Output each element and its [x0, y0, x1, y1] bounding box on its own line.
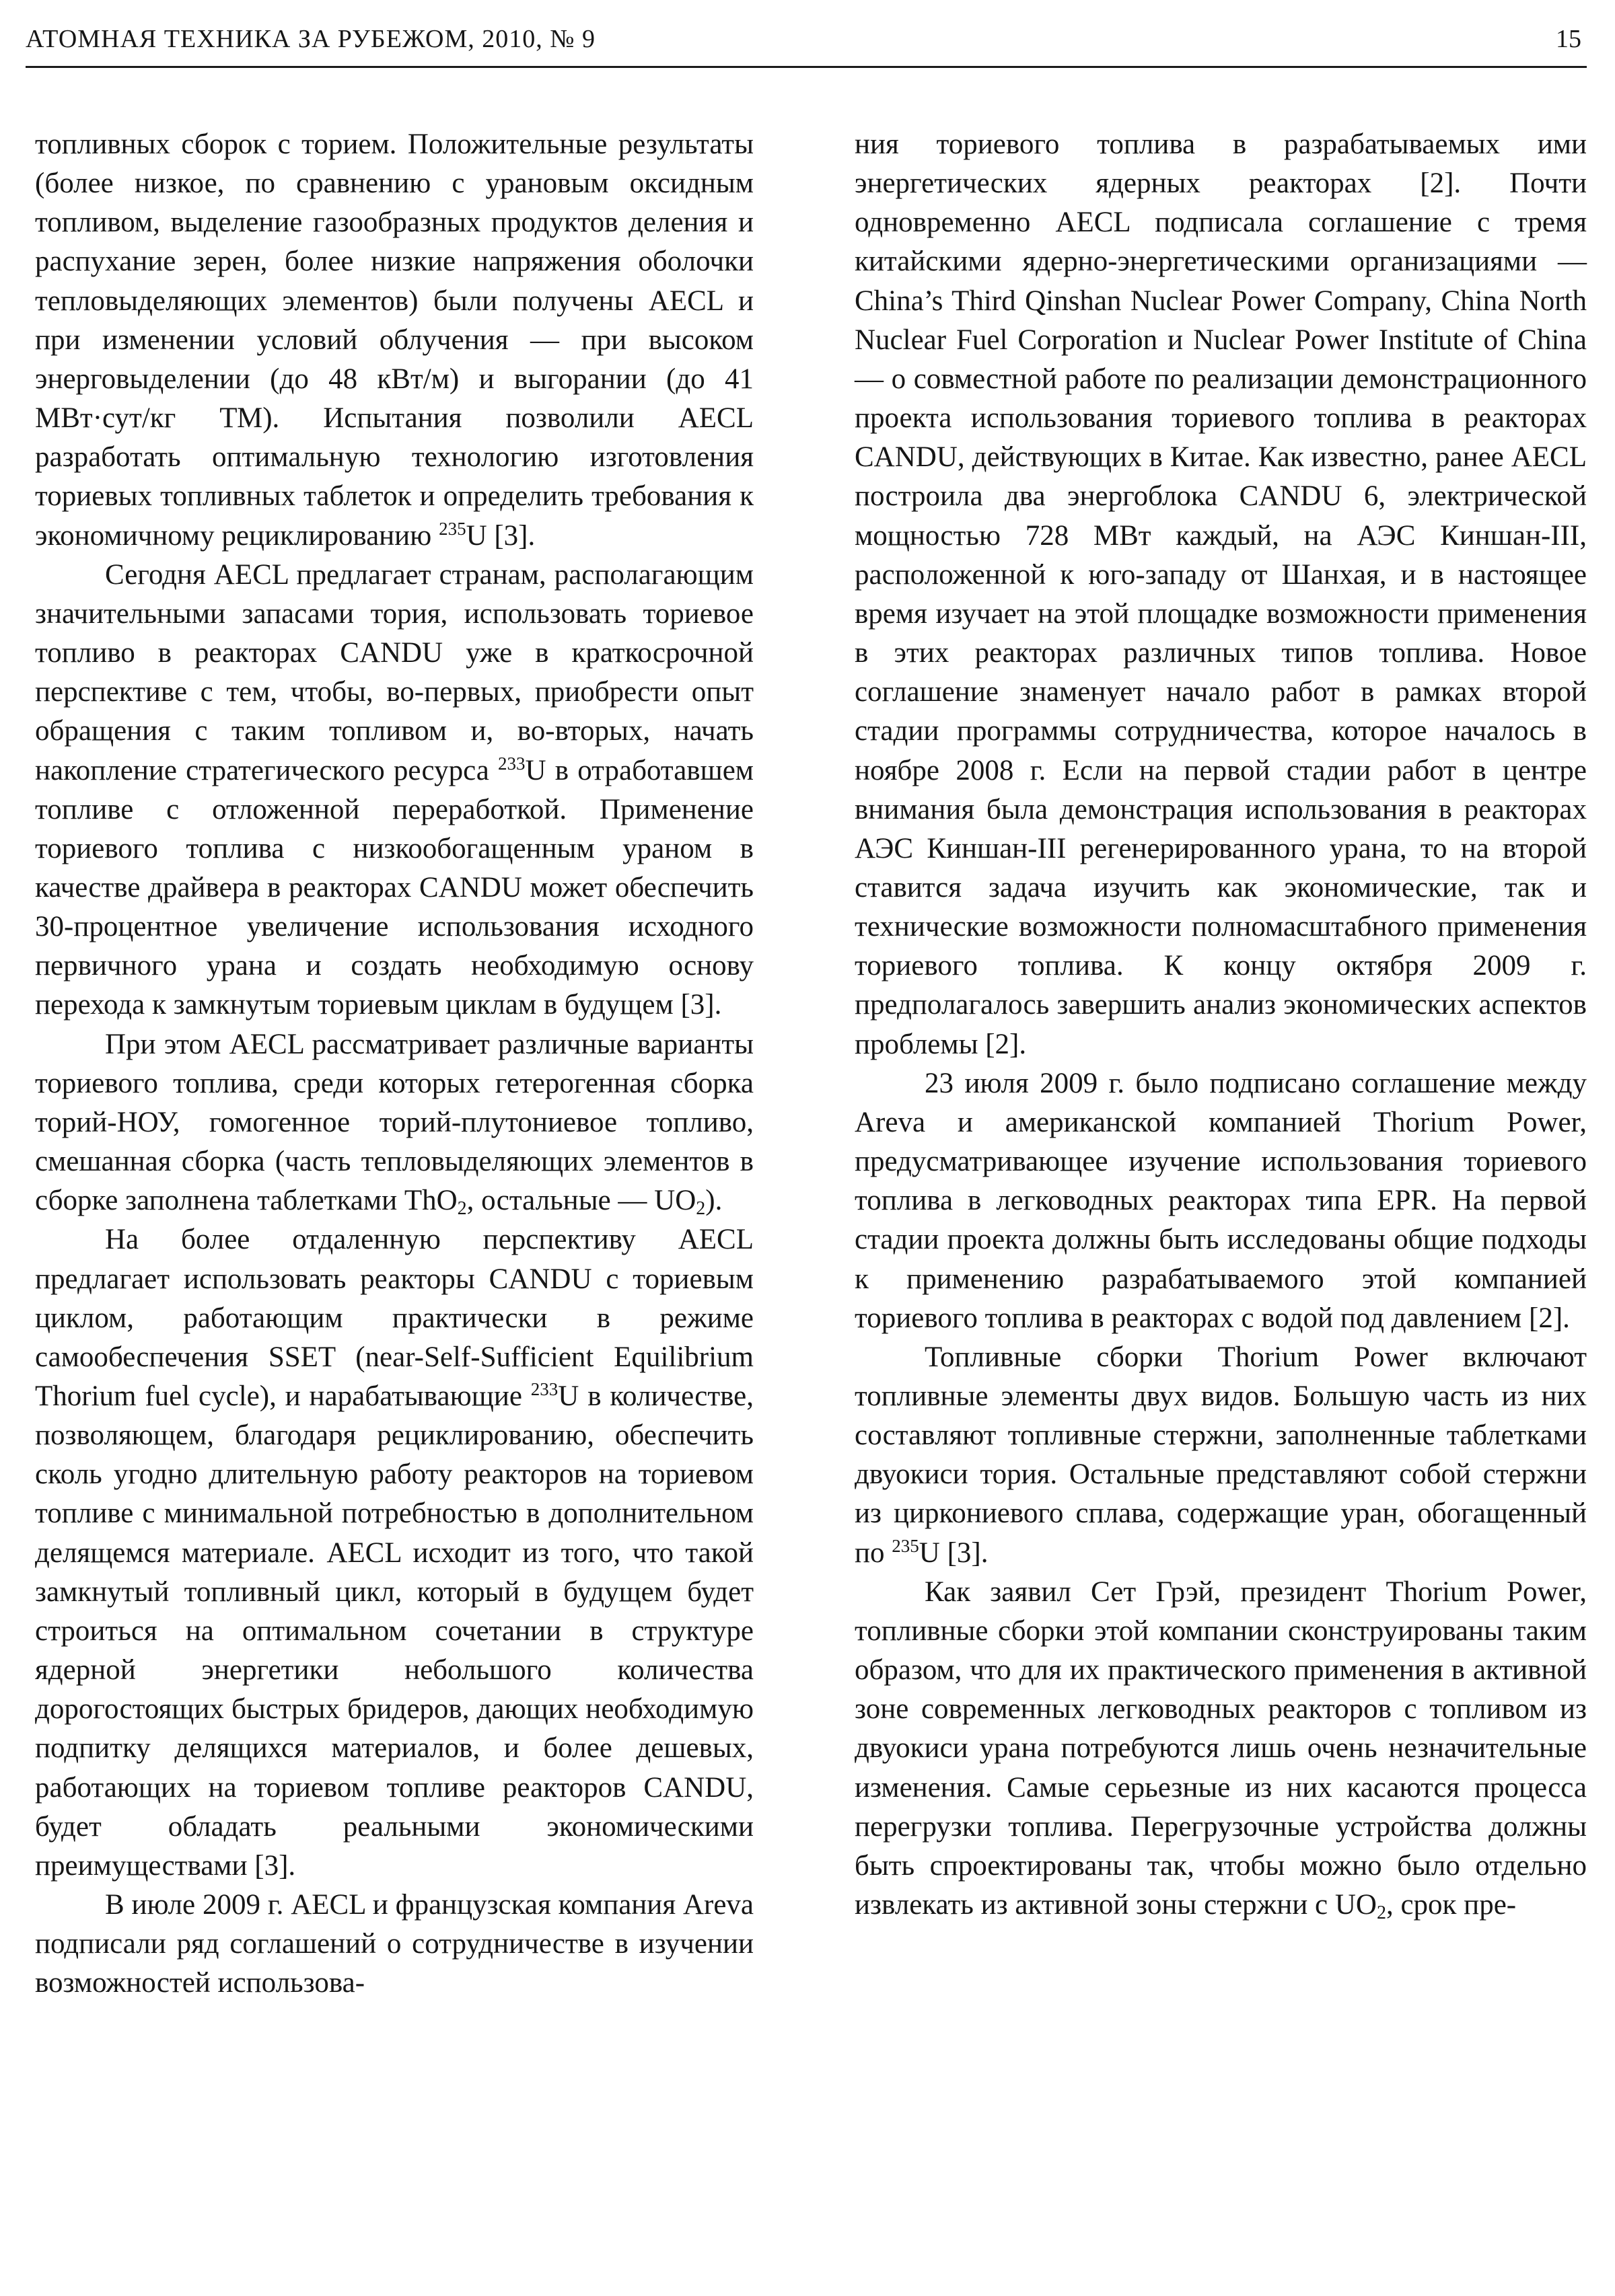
journal-title: АТОМНАЯ ТЕХНИКА ЗА РУБЕЖОМ, 2010, № 9	[26, 25, 596, 53]
paragraph: топливных сборок с торием. Положительные результаты (более низкое, по сравнению с урановым оксидным топливом, выделение газообразных продуктов деления и распухание зерен, более низкие напряжения оболочки тепловыделяющих элементов) были получены AECL и при изменении условий облучения — при высоком энерговыделении (до 48 кВт/м) и выгорании (до 41 МВт·сут/кг ТМ). Испытания позволили AECL разработать оптимальную технологию изготовления ториевых топливных таблеток и определить требования к экономичному рециклированию $^{235}$U [3].	[35, 128, 754, 552]
paragraph: На более отдаленную перспективу AECL предлагает использовать реакторы CANDU с ториевым циклом, работающим практически в режиме самообеспечения SSET (near-Self-Sufficient Equilibrium Thorium fuel cycle), и нарабатывающие $^{233}$U в количестве, позволяющем, благодаря рециклированию, обеспечить сколь угодно длительную работу реакторов на ториевом топливе с минимальной потребностью в дополнительном делящемся материале. AECL исходит из того, что такой замкнутый топливный цикл, который в будущем будет строиться на оптимальном сочетании в структуре ядерной энергетики небольшого количества дорогостоящих быстрых бридеров, дающих необходимую подпитку делящихся материалов, и более дешевых, работающих на ториевом топливе реакторов CANDU, будет обладать реальными экономическими преимуществами [3].	[35, 1224, 754, 1882]
paragraph: При этом AECL рассматривает различные варианты ториевого топлива, среди которых гетерогенная сборка торий-НОУ, гомогенное торий-плутониевое топливо, смешанная сборка (часть тепловыделяющих элементов в сборке заполнена таблетками ThO$_2$, остальные — $UO_2$).	[35, 1028, 754, 1220]
page-number: 15	[1556, 25, 1581, 53]
paragraph: Сегодня AECL предлагает странам, располагающим значительными запасами тория, использовать ториевое топливо в реакторах CANDU уже в краткосрочной перспективе с тем, чтобы, во-первых, приобрести опыт обращения с таким топливом и, во-вторых, начать накопление стратегического ресурса $^{233}$U в отработавшем топливе с отложенной переработкой. Применение ториевого топлива с низкообогащенным ураном в качестве драйвера в реакторах CANDU может обеспечить 30-процентное увеличение использования исходного первичного урана и создать необходимую основу перехода к замкнутым ториевым циклам в будущем [3].	[35, 558, 754, 1021]
paragraph: Как заявил Сет Грэй, президент Thorium Power, топливные сборки этой компании сконструированы таким образом, что для их практического применения в активной зоне современных легководных реакторов с топливом из двуокиси урана потребуются лишь очень незначительные изменения. Самые серьезные из них касаются процесса перегрузки топлива. Перегрузочные устройства должны быть спроектированы так, чтобы можно было отдельно извлекать из активной зоны стержни с $UO_2$, срок пре-	[855, 1576, 1587, 1924]
paragraph: ния ториевого топлива в разрабатываемых ими энергетических ядерных реакторах [2]. Почти одновременно AECL подписала соглашение с тремя китайскими ядерно-энергетическими организациями — China’s Third Qinshan Nuclear Power Company, China North Nuclear Fuel Corporation и Nuclear Power Institute of China — о совместной работе по реализации демонстрационного проекта использования ториевого топлива в реакторах CANDU, действующих в Китае. Как известно, ранее AECL построила два энергоблока CANDU 6, электрической мощностью 728 МВт каждый, на АЭС Киншан-III, расположенной к юго-западу от Шанхая, и в настоящее время изучает на этой площадке возможности применения в этих реакторах различных типов топлива. Новое соглашение знаменует начало работ в рамках второй стадии программы сотрудничества, которое началось в ноябре 2008 г. Если на первой стадии работ в центре внимания была демонстрация использования в реакторах АЭС Киншан-III регенерированного урана, то на второй ставится задача изучить как экономические, так и технические возможности полномасштабного применения ториевого топлива. К концу октября 2009 г. предполагалось завершить анализ экономических аспектов проблемы [2].	[855, 128, 1587, 1060]
paragraph: Топливные сборки Thorium Power включают топливные элементы двух видов. Большую часть из них составляют топливные стержни, заполненные таблетками двуокиси тория. Остальные представляют собой стержни из циркониевого сплава, содержащие уран, обогащенный по $^{235}$U [3].	[855, 1341, 1587, 1569]
paragraph: В июле 2009 г. AECL и французская компания Areva подписали ряд соглашений о сотрудничестве в изучении возможностей использова-	[35, 1889, 754, 1999]
left-column	[35, 125, 754, 2003]
right-column	[855, 125, 1587, 1925]
running-header	[26, 24, 1587, 68]
paragraph: 23 июля 2009 г. было подписано соглашение между Areva и американской компанией Thorium Power, предусматривающее изучение использования ториевого топлива в легководных реакторах типа EPR. На первой стадии проекта должны быть исследованы общие подходы к применению разрабатываемого этой компанией ториевого топлива в реакторах с водой под давлением [2].	[855, 1067, 1587, 1334]
